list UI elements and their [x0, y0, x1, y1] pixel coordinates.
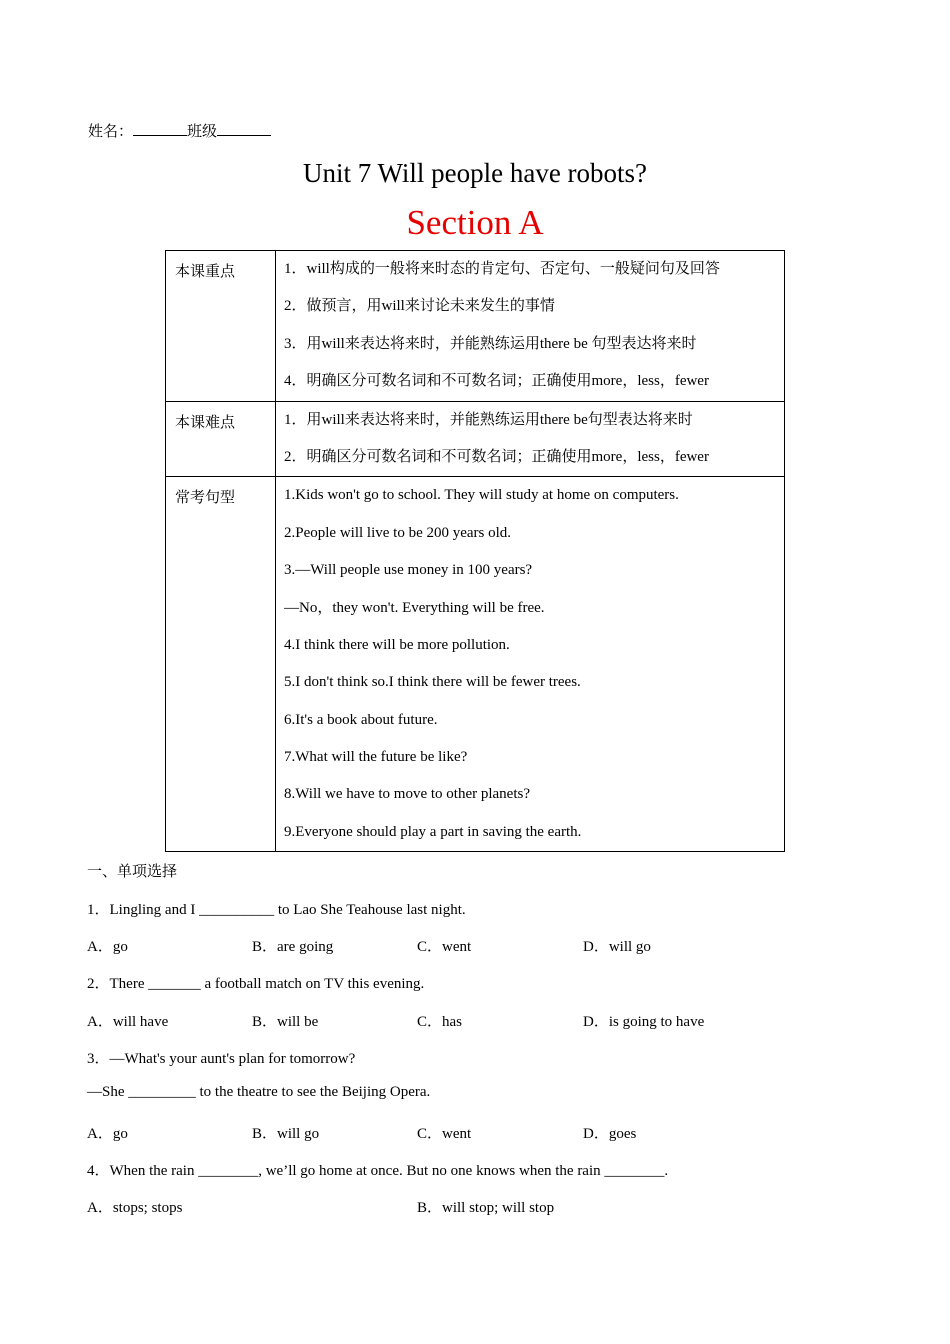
- content-line: 1．用will来表达将来时，并能熟练运用there be句型表达将来时: [284, 411, 693, 428]
- exercise-heading: 一、单项选择: [87, 864, 178, 880]
- row-label: 本课重点: [166, 251, 276, 402]
- content-line: 4.I think there will be more pollution.: [284, 636, 510, 653]
- table-row: [166, 251, 785, 402]
- row-label: 本课难点: [166, 401, 276, 477]
- row-label: 常考句型: [166, 477, 276, 852]
- option-a: A．go: [87, 1126, 128, 1142]
- key-points-table: [165, 250, 785, 852]
- table-row: [166, 477, 785, 852]
- content-line: 4．明确区分可数名词和不可数名词；正确使用more，less，fewer: [284, 373, 709, 390]
- question-2: 2．There _______ a football match on TV this evening.: [87, 976, 425, 992]
- class-label: 班级: [187, 124, 218, 140]
- question-3-line-2: —She _________ to the theatre to see the Beijing Opera.: [87, 1084, 431, 1100]
- content-line: 3.—Will people use money in 100 years?: [284, 562, 533, 579]
- option-b: B．will be: [252, 1014, 319, 1030]
- page-title: Unit 7 Will people have robots?: [302, 158, 648, 188]
- option-a: A．stops; stops: [87, 1200, 183, 1216]
- option-d: D．will go: [583, 939, 651, 955]
- content-line: 2.People will live to be 200 years old.: [284, 524, 512, 541]
- question-4: 4．When the rain ________, we’ll go home at once. But no one knows when the rain ________.: [87, 1163, 669, 1179]
- option-a: A．will have: [87, 1014, 169, 1030]
- option-b: B．will go: [252, 1126, 320, 1142]
- name-blank: [133, 123, 187, 136]
- option-a: A．go: [87, 939, 128, 955]
- option-c: C．went: [417, 1126, 472, 1142]
- name-class-line: [88, 120, 271, 141]
- name-label: 姓名：: [88, 124, 134, 140]
- content-line: 7.What will the future be like?: [284, 749, 468, 766]
- option-d: D．goes: [583, 1126, 637, 1142]
- content-line: 9.Everyone should play a part in saving the earth.: [284, 823, 582, 840]
- class-blank: [217, 123, 271, 136]
- row-content: [276, 477, 785, 852]
- option-c: C．has: [417, 1014, 463, 1030]
- row-content: [276, 401, 785, 477]
- content-line: 5.I don't think so.I think there will be fewer trees.: [284, 674, 581, 691]
- content-line: 6.It's a book about future.: [284, 711, 438, 728]
- option-b: B．will stop; will stop: [417, 1200, 555, 1216]
- content-line: 1．will构成的一般将来时态的肯定句、否定句、一般疑问句及回答: [284, 261, 720, 277]
- content-line: 3．用will来表达将来时，并能熟练运用there be 句型表达将来时: [284, 335, 697, 352]
- option-d: D．is going to have: [583, 1014, 705, 1030]
- content-line: 2．明确区分可数名词和不可数名词；正确使用more，less，fewer: [284, 448, 709, 465]
- table-row: [166, 401, 785, 477]
- option-b: B．are going: [252, 939, 334, 955]
- option-c: C．went: [417, 939, 472, 955]
- question-1: 1．Lingling and I __________ to Lao She Teahouse last night.: [87, 902, 466, 918]
- content-line: 1.Kids won't go to school. They will study at home on computers.: [284, 487, 679, 504]
- section-heading: Section A: [406, 203, 544, 242]
- content-line: 2．做预言，用will来讨论未来发生的事情: [284, 298, 555, 315]
- question-3: 3．—What's your aunt's plan for tomorrow?: [87, 1051, 356, 1067]
- content-line: —No，they won't. Everything will be free.: [284, 599, 545, 616]
- content-line: 8.Will we have to move to other planets?: [284, 786, 530, 803]
- row-content: [276, 251, 785, 402]
